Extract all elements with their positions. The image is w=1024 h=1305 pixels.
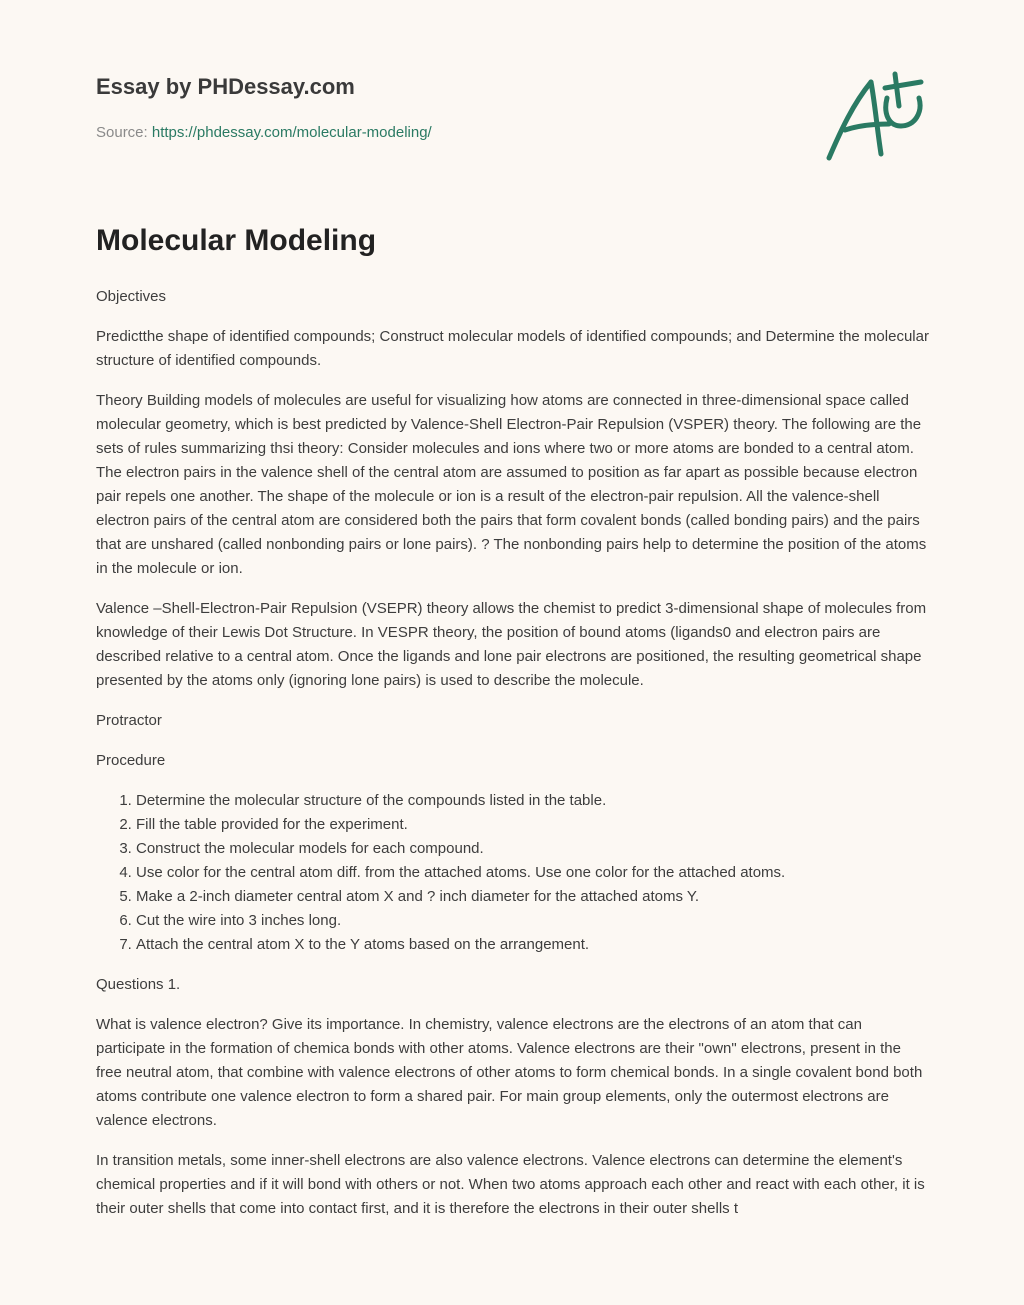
list-item: 6. Cut the wire into 3 inches long. [136,909,930,933]
list-item: 1. Determine the molecular structure of the compounds listed in the table. [136,789,930,813]
list-item: 7. Attach the central atom X to the Y atoms based on the arrangement. [136,933,930,957]
list-item: 3. Construct the molecular models for each compound. [136,837,930,861]
source-label: Source: [96,124,148,141]
brand-title: Essay by PHDessay.com [96,74,355,99]
a-plus-logo-icon [823,68,927,164]
procedure-heading: Procedure [96,752,166,769]
questions-heading: Questions 1. [96,976,181,993]
source-line [96,124,432,141]
list-item: 5. Make a 2-inch diameter central atom X and ? inch diameter for the attached atoms Y. [136,885,930,909]
materials-protractor: Protractor [96,712,162,729]
objectives-heading: Objectives [96,288,167,305]
paragraph-vsepr: Valence –Shell-Electron-Pair Repulsion (VSEPR) theory allows the chemist to predict 3-dimensional shape of molecules from knowledge of their Lewis Dot Structure. In VESPR theory, the position of bound atoms (ligands0 and electron pairs are described relative to a central atom. Once the ligands and lone pair electrons are positioned, the resulting geometrical shape presented by the atoms only (ignoring lone pairs) is used to describe the molecule. [96,600,927,689]
procedure-list [96,789,930,957]
paragraph-transition-metals: In transition metals, some inner-shell electrons are also valence electrons. Valence electrons can determine the element's chemical properties and if it will bond with others or not. When two atoms approach each other and react with each other, it is their outer shells that come into contact first, and it is therefore the electrons in their outer shells t [96,1152,925,1217]
page-title: Molecular Modeling [96,224,377,257]
paragraph-valence-electron: What is valence electron? Give its importance. In chemistry, valence electrons are the electrons of an atom that can participate in the formation of chemica bonds with other atoms. Valence electrons are their "own" electrons, present in the free neutral atom, that combine with valence electrons of other atoms to form chemical bonds. In a single covalent bond both atoms contribute one valence electron to form a shared pair. For main group elements, only the outermost electrons are valence electrons. [96,1016,923,1129]
source-link[interactable]: https://phdessay.com/molecular-modeling/ [151,124,432,141]
list-item: 2. Fill the table provided for the experiment. [136,813,930,837]
article-body [96,285,930,1237]
paragraph-theory: Theory Building models of molecules are useful for visualizing how atoms are connected in three-dimensional space called molecular geometry, which is best predicted by Valence-Shell Electron-Pair Repulsion (VSPER) theory. The following are the sets of rules summarizing thsi theory: Consider molecules and ions where two or more atoms are bonded to a central atom. The electron pairs in the valence shell of the central atom are assumed to position as far apart as possible because electron pair repels one another. The shape of the molecule or ion is a result of the electron-pair repulsion. All the valence-shell electron pairs of the central atom are considered both the pairs that form covalent bonds (called bonding pairs) and the pairs that are unshared (called nonbonding pairs or lone pairs). ? The nonbonding pairs help to determine the position of the atoms in the molecule or ion. [96,392,927,577]
list-item: 4. Use color for the central atom diff. from the attached atoms. Use one color for the attached atoms. [136,861,930,885]
paragraph-objectives: Predictthe shape of identified compounds; Construct molecular models of identified compounds; and Determine the molecular structure of identified compounds. [96,328,929,369]
